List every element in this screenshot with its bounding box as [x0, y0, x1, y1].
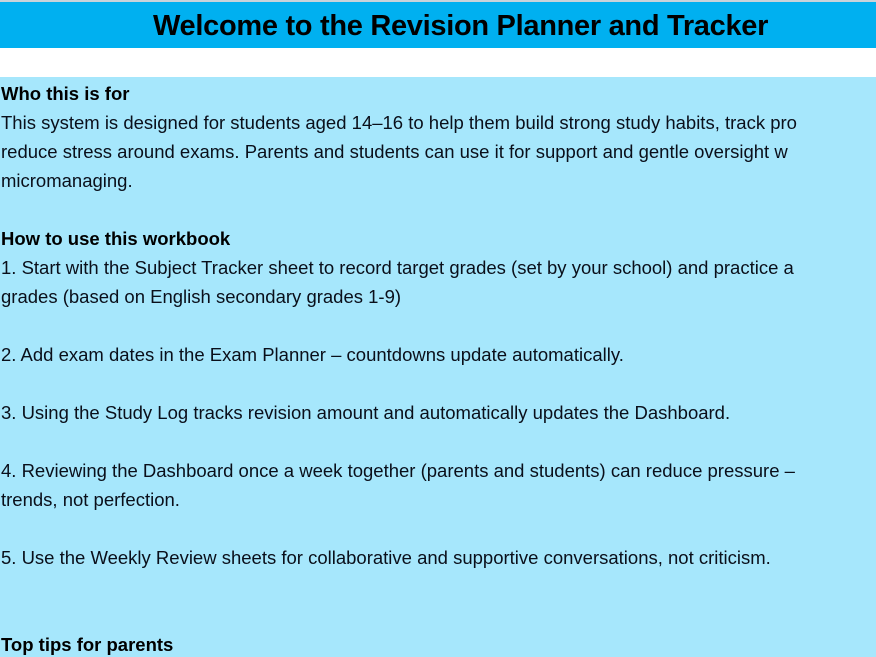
step-3: 3. Using the Study Log tracks revision amount and automatically updates the Dashboard. [1, 402, 731, 423]
title-bar[interactable] [0, 2, 876, 48]
who-heading: Who this is for [1, 83, 130, 104]
tips-heading: Top tips for parents [1, 634, 174, 655]
who-text-line-1: This system is designed for students aged 14–16 to help them build strong study habits, track pro [1, 112, 797, 133]
step-4-line-2: trends, not perfection. [1, 489, 180, 510]
step-4-line-1: 4. Reviewing the Dashboard once a week together (parents and students) can reduce pressure – [1, 460, 795, 481]
page-title: Welcome to the Revision Planner and Tracker [153, 10, 769, 42]
step-1-line-2: grades (based on English secondary grades 1-9) [1, 286, 402, 307]
step-1-line-1: 1. Start with the Subject Tracker sheet to record target grades (set by your school) and practice a [1, 257, 794, 278]
step-5: 5. Use the Weekly Review sheets for collaborative and supportive conversations, not criticism. [1, 547, 771, 568]
how-heading: How to use this workbook [1, 228, 231, 249]
who-text-line-2: reduce stress around exams. Parents and students can use it for support and gentle oversight w [1, 141, 788, 162]
who-text-line-3: micromanaging. [1, 170, 133, 191]
spacer-row[interactable] [0, 48, 876, 77]
step-2: 2. Add exam dates in the Exam Planner – countdowns update automatically. [1, 344, 624, 365]
